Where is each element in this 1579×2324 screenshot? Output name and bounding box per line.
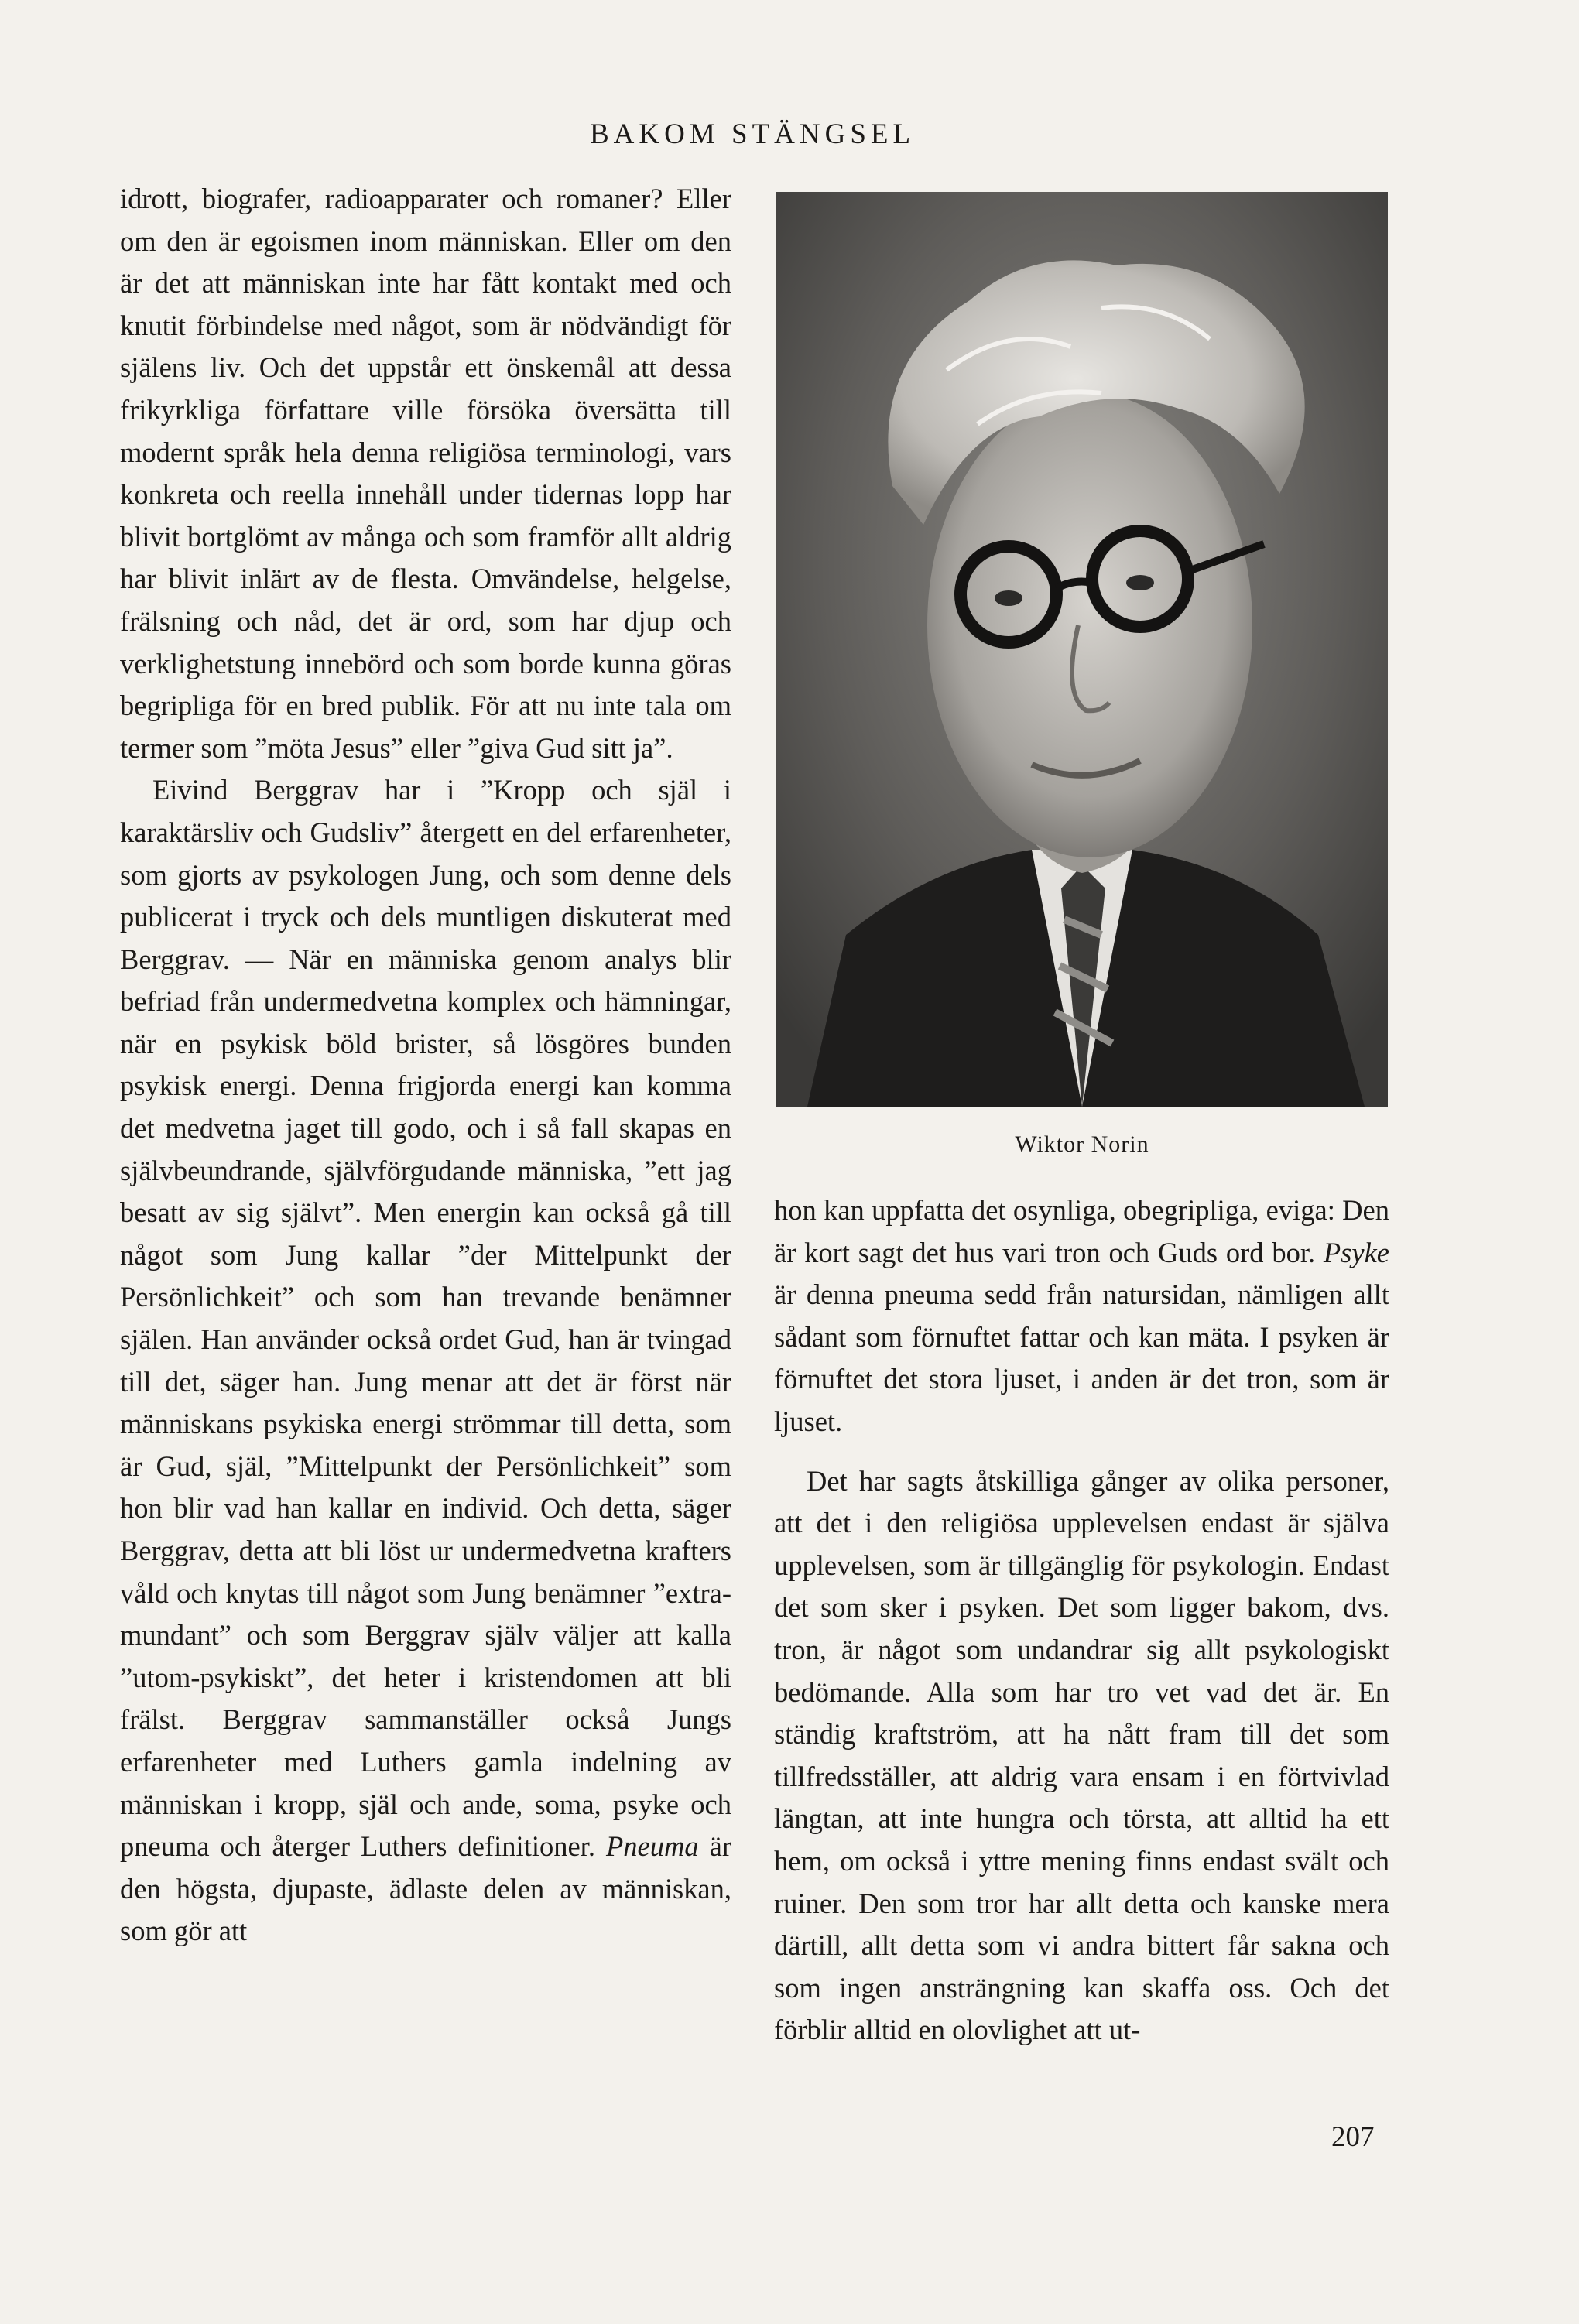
paragraph-text: hon kan uppfatta det osynliga, obegripliga, eviga: Den är kort sagt det hus vari tron och Guds ord bor.: [774, 1194, 1389, 1268]
eye-left: [995, 590, 1022, 606]
italic-term-psyke: Psyke: [1323, 1236, 1389, 1268]
left-column: [120, 178, 731, 1953]
paragraph: [774, 1189, 1389, 1443]
paragraph-text: är den högsta, djupaste, ädlaste delen av människan, som gör att: [120, 1830, 732, 1947]
paragraph: idrott, biografer, radioapparater och romaner? Eller om den är egoismen inom människan. Eller om den är det att människan inte har fått kontakt med och knutit förbindelse med något, som är nödvändigt för själens liv. Och det uppstår ett önskemål att dessa frikyrkliga författare ville försöka översätta till modernt språk hela denna religiösa terminologi, vars konkreta och reella innehåll under tidernas lopp har blivit bortglömt av många och som framför allt aldrig har blivit inlärt av de flesta. Omvändelse, helgelse, frälsning och nåd, det är ord, som har djup och verklighetstung innebörd och som borde kunna göras begripliga för en bred publik. För att nu inte tala om termer som ”möta Jesus” eller ”giva Gud sitt ja”.: [120, 183, 731, 764]
photo-caption: Wiktor Norin: [1015, 1131, 1149, 1157]
paragraph: Det har sagts åtskilliga gånger av olika personer, att det i den religiösa upplevelsen endast är själva upplevelsen, som är tillgänglig för psykologin. Endast det som sker i psyken. Det som ligger bakom, dvs. tron, är något som undandrar sig allt psykologiskt bedömande. Alla som har tro vet vad det är. En ständig kraftström, att ha nått fram till det som tillfredsställer, att aldrig vara ensam i en förtvivlad längtan, att inte hungra och törsta, att alltid ha ett hem, om också i yttre mening finns endast svält och ruiner. Den som tror har allt detta och kanske mera därtill, allt detta som vi andra bittert får sakna och som ingen ansträngning kan skaffa oss. Och det förblir alltid en olovlighet att ut-: [774, 1464, 1389, 2046]
paragraph-text: är denna pneuma sedd från natursidan, nämligen allt sådant som förnuftet fattar och kan mäta. I psyken är förnuftet det stora ljuset, i anden är det tron, som är ljuset.: [774, 1278, 1389, 1437]
page-number: 207: [1331, 2121, 1375, 2153]
paragraph: [120, 769, 731, 1953]
italic-term-pneuma: Pneuma: [606, 1830, 699, 1863]
paragraph-text: Eivind Berggrav har i ”Kropp och själ i karaktärsliv och Gudsliv” återgett en del erfarenheter, som gjorts av psykologen Jung, och som denne dels publicerat i tryck och dels muntligen diskuterat med Berggrav. — När en människa genom analys blir befriad från undermedvetna komplex och hämningar, när en psykisk böld brister, så lösgöres bunden psykisk energi. Denna frigjorda energi kan komma det medvetna jaget till godo, och i så fall skapas en självbeundrande, självförgudande människa, ”ett jag besatt av sig självt”. Men energin kan också gå till något som Jung kallar ”der Mittelpunkt der Persönlichkeit” och som han trevande benämner själen. Han använder också ordet Gud, han är tvingad till det, säger han. Jung menar att det är först när människans psykiska energi strömmar till detta, som är Gud, själ, ”Mittelpunkt der Persönlichkeit” som hon blir vad han kallar en individ. Och detta, säger Berggrav, detta att bli löst ur undermedvetna krafters våld och knytas till något som Jung benämner ”extra-mundant” och som Berggrav själv väljer att kalla ”utom-psykiskt”, det heter i kristendomen att bli frälst. Berggrav sammanställer också Jungs erfarenheter med Luthers gamla indelning av människan i kropp, själ och ande, soma, psyke och pneuma och återger Luthers definitioner.: [120, 774, 731, 1863]
running-head: BAKOM STÄNGSEL: [590, 118, 916, 150]
portrait-illustration: [776, 192, 1388, 1107]
right-column: [774, 1189, 1389, 2052]
eye-right: [1126, 575, 1154, 590]
portrait-photo: [776, 192, 1388, 1107]
